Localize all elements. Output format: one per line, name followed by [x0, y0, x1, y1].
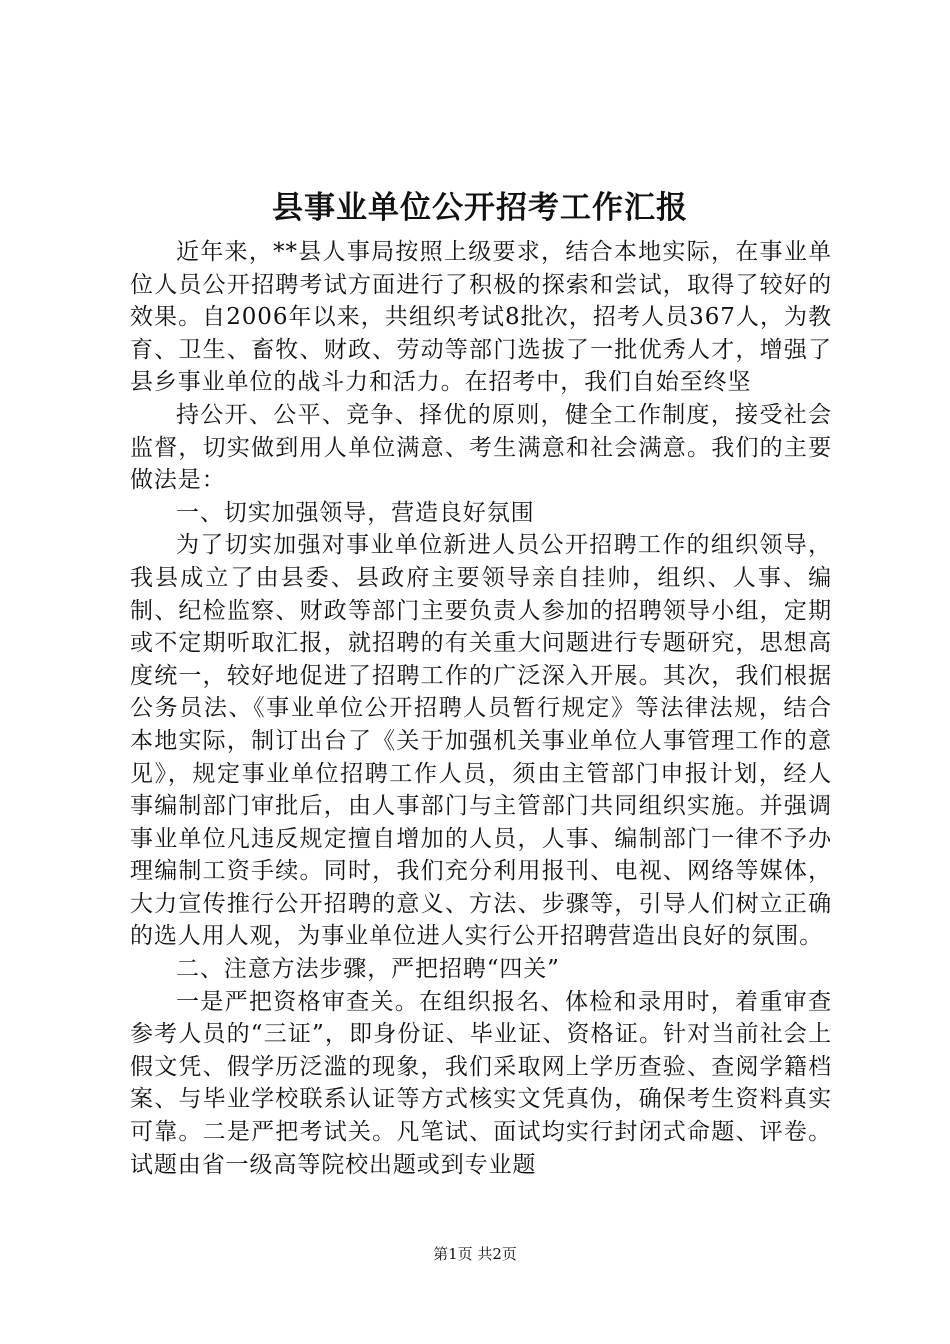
page-number-footer: 第1页 共2页 [433, 1245, 517, 1263]
document-body [130, 236, 832, 1181]
body-paragraph: 一是严把资格审查关。在组织报名、体检和录用时，着重审查参考人员的“三证”，即身份证、毕业证、资格证。针对当前社会上假文凭、假学历泛滥的现象，我们采取网上学历查验、查阅学籍档案、与毕业学校联系认证等方式核实文凭真伪，确保考生资料真实可靠。二是严把考试关。凡笔试、面试均实行封闭式命题、评卷。试题由省一级高等院校出题或到专业题 [130, 988, 832, 1178]
body-paragraph: 持公开、公平、竞争、择优的原则，健全工作制度，接受社会监督，切实做到用人单位满意、考生满意和社会满意。我们的主要做法是： [130, 401, 832, 494]
body-paragraph: 近年来，**县人事局按照上级要求，结合本地实际，在事业单位人员公开招聘考试方面进行了积极的探索和尝试，取得了较好的效果。自2006年以来，共组织考试8批次，招考人员367人，为教育、卫生、畜牧、财政、劳动等部门选拔了一批优秀人才，增强了县乡事业单位的战斗力和活力。在招考中，我们自始至终坚 [130, 239, 832, 396]
body-paragraph: 为了切实加强对事业单位新进人员公开招聘工作的组织领导，我县成立了由县委、县政府主要领导亲自挂帅，组织、人事、编制、纪检监察、财政等部门主要负责人参加的招聘领导小组，定期或不定期听取汇报，就招聘的有关重大问题进行专题研究，思想高度统一，较好地促进了招聘工作的广泛深入开展。其次，我们根据公务员法、《事业单位公开招聘人员暂行规定》等法律法规，结合本地实际，制订出台了《关于加强机关事业单位人事管理工作的意见》，规定事业单位招聘工作人员，须由主管部门申报计划，经人事编制部门审批后，由人事部门与主管部门共同组织实施。并强调事业单位凡违反规定擅自增加的人员，人事、编制部门一律不予办理编制工资手续。同时，我们充分利用报刊、电视、网络等媒体，大力宣传推行公开招聘的意义、方法、步骤等，引导人们树立正确的选人用人观，为事业单位进人实行公开招聘营造出良好的氛围。 [130, 532, 832, 950]
section-heading: 一、切实加强领导，营造良好氛围 [176, 499, 535, 526]
section-heading: 二、注意方法步骤，严把招聘“四关” [176, 956, 560, 983]
document-title: 县事业单位公开招考工作汇报 [272, 190, 688, 226]
